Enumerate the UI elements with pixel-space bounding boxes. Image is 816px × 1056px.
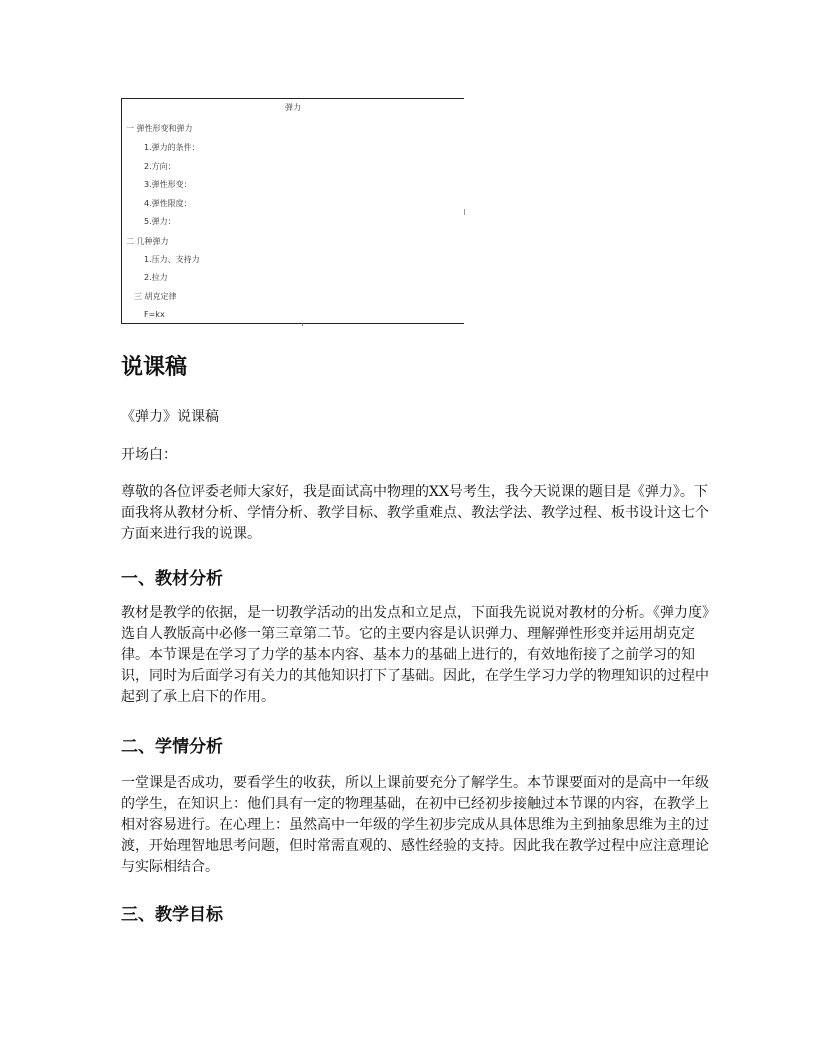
intro-paragraph: 尊敬的各位评委老师大家好，我是面试高中物理的XX号考生，我今天说课的题目是《弹力》。下面我将从教材分析、学情分析、教学目标、教学重难点、教法学法、教学过程、板书设计这七个方面来进行我的说课。 xyxy=(121,484,709,542)
board-row: 1.弹力的条件： xyxy=(144,143,200,152)
board-row: 5.弹力： xyxy=(144,217,176,226)
section-body: 教材是教学的依据，是一切教学活动的出发点和立足点，下面我先说说对教材的分析。《弹力度》选自人教版高中必修一第三章第二节。它的主要内容是认识弹力、理解弹性形变并运用胡克定律。本节课是在学习了力学的基本内容、基本力的基础上进行的，有效地衔接了之前学习的知识，同时为后面学习有关力的其他知识打下了基础。因此，在学生学习力学的物理知识的过程中起到了承上启下的作用。 xyxy=(121,605,709,705)
board-row: 二 几种弹力 xyxy=(126,237,169,246)
section-body: 一堂课是否成功，要看学生的收获，所以上课前要充分了解学生。本节课要面对的是高中一年级的学生，在知识上：他们具有一定的物理基础，在初中已经初步接触过本节课的内容，在教学上相对容易进行。在心理上：虽然高中一年级的学生初步完成从具体思维为主到抽象思维为主的过渡，开始理智地思考问题，但时常需直观的、感性经验的支持。因此我在教学过程中应注意理论与实际相结合。 xyxy=(121,775,709,875)
board-design-diagram xyxy=(121,98,464,324)
board-row: 4.弹性限度： xyxy=(144,199,192,208)
board-divider-mark xyxy=(302,323,303,326)
board-row: 2.拉力 xyxy=(144,273,168,282)
section-heading: 二、学情分析 xyxy=(121,737,223,757)
opening-label: 开场白： xyxy=(121,447,177,463)
board-row: F=kx xyxy=(144,310,165,319)
board-divider-mark xyxy=(464,209,465,215)
board-row: 1.压力、支持力 xyxy=(144,255,200,264)
section-heading: 一、教材分析 xyxy=(121,569,223,589)
board-row: 2.方向： xyxy=(144,162,176,171)
board-row: 一 弹性形变和弹力 xyxy=(126,124,193,133)
board-title: 弹力 xyxy=(285,103,301,112)
board-row: 三 胡克定律 xyxy=(134,292,177,301)
page-title: 说课稿 xyxy=(121,355,188,380)
board-row: 3.弹性形变： xyxy=(144,180,192,189)
doc-subtitle: 《弹力》说课稿 xyxy=(121,409,219,425)
section-heading: 三、教学目标 xyxy=(121,905,223,925)
